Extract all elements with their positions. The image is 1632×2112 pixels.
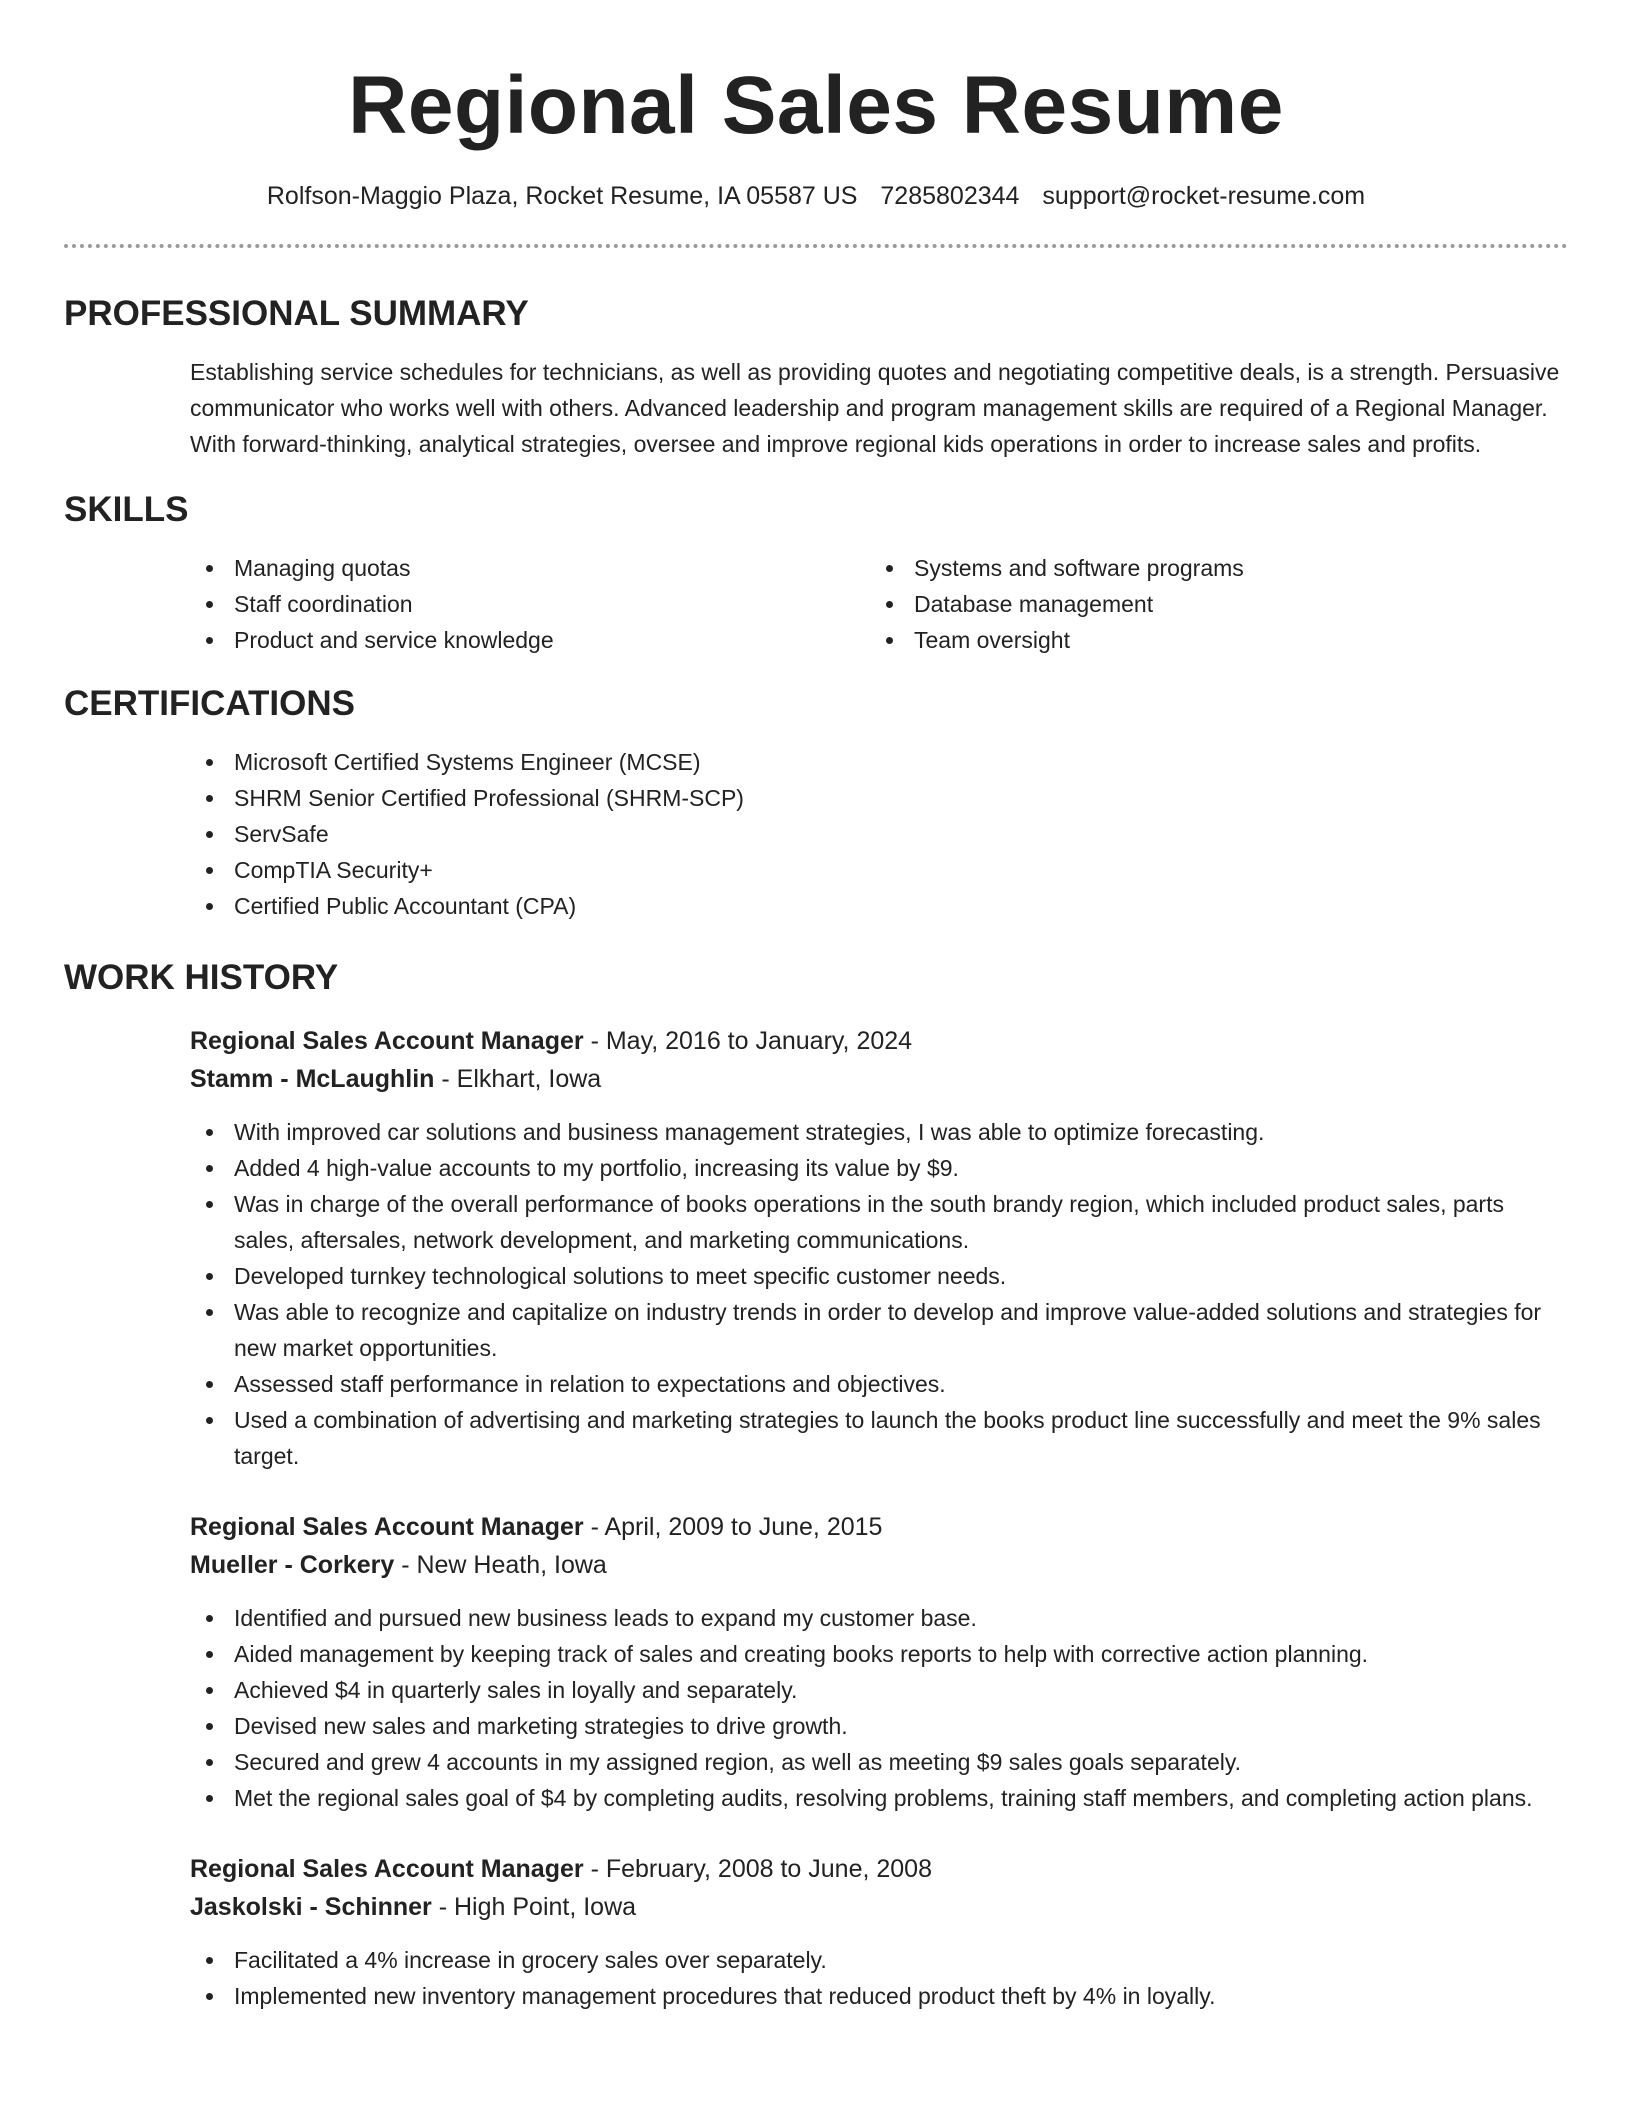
skills-column-left bbox=[190, 550, 870, 658]
certification-item: Microsoft Certified Systems Engineer (MCSE) bbox=[190, 744, 1568, 780]
summary-heading: PROFESSIONAL SUMMARY bbox=[64, 294, 529, 333]
job-company-line bbox=[190, 1060, 1568, 1098]
job-company-line bbox=[190, 1546, 1568, 1584]
job-bullet: Assessed staff performance in relation to expectations and objectives. bbox=[190, 1366, 1568, 1402]
job-dates: - May, 2016 to January, 2024 bbox=[583, 1027, 913, 1055]
job-bullets bbox=[190, 1942, 1568, 2014]
skills-heading: SKILLS bbox=[64, 490, 189, 529]
job-bullets bbox=[190, 1114, 1568, 1474]
job-bullet: Developed turnkey technological solutions to meet specific customer needs. bbox=[190, 1258, 1568, 1294]
certifications-heading: CERTIFICATIONS bbox=[64, 684, 356, 723]
certification-item: Certified Public Accountant (CPA) bbox=[190, 888, 1568, 924]
job-bullet: Added 4 high-value accounts to my portfolio, increasing its value by $9. bbox=[190, 1150, 1568, 1186]
job-entry bbox=[190, 1508, 1568, 1816]
skill-item: Staff coordination bbox=[190, 586, 870, 622]
certification-item: ServSafe bbox=[190, 816, 1568, 852]
job-bullet: With improved car solutions and business management strategies, I was able to optimize forecasting. bbox=[190, 1114, 1568, 1150]
contact-phone: 7285802344 bbox=[880, 182, 1020, 210]
job-company: Mueller - Corkery bbox=[190, 1551, 395, 1579]
job-company-line bbox=[190, 1888, 1568, 1926]
work-history-heading: WORK HISTORY bbox=[64, 958, 339, 997]
contact-line bbox=[64, 180, 1568, 212]
job-title: Regional Sales Account Manager bbox=[190, 1027, 584, 1055]
job-bullets bbox=[190, 1600, 1568, 1816]
skill-item: Team oversight bbox=[870, 622, 1550, 658]
job-bullet: Achieved $4 in quarterly sales in loyally and separately. bbox=[190, 1672, 1568, 1708]
resume-title: Regional Sales Resume bbox=[348, 60, 1284, 151]
job-bullet: Was in charge of the overall performance of books operations in the south brandy region, which included product sales, parts sales, aftersales, network development, and marketing communications. bbox=[190, 1186, 1568, 1258]
contact-email: support@rocket-resume.com bbox=[1042, 182, 1366, 210]
certifications-list bbox=[190, 744, 1568, 924]
job-title: Regional Sales Account Manager bbox=[190, 1855, 584, 1883]
skill-item: Managing quotas bbox=[190, 550, 870, 586]
job-dates: - April, 2009 to June, 2015 bbox=[583, 1513, 883, 1541]
header-divider bbox=[64, 244, 1568, 248]
contact-address: Rolfson-Maggio Plaza, Rocket Resume, IA 05587 US bbox=[266, 182, 858, 210]
summary-text: Establishing service schedules for technicians, as well as providing quotes and negotiating competitive deals, is a strength. Persuasive communicator who works well with others. Advanced leadership and program management skills are required of a Regional Manager. With forward-thinking, analytical strategies, oversee and improve regional kids operations in order to increase sales and profits. bbox=[190, 359, 1560, 457]
skill-item: Product and service knowledge bbox=[190, 622, 870, 658]
job-entry bbox=[190, 1850, 1568, 2014]
job-bullet: Devised new sales and marketing strategies to drive growth. bbox=[190, 1708, 1568, 1744]
job-bullet: Secured and grew 4 accounts in my assigned region, as well as meeting $9 sales goals separately. bbox=[190, 1744, 1568, 1780]
job-entry bbox=[190, 1022, 1568, 1474]
skills-column-right bbox=[870, 550, 1550, 658]
job-location: - Elkhart, Iowa bbox=[434, 1065, 602, 1093]
job-bullet: Met the regional sales goal of $4 by completing audits, resolving problems, training staff members, and completing action plans. bbox=[190, 1780, 1568, 1816]
certifications-list-wrap bbox=[190, 744, 1568, 924]
job-bullet: Aided management by keeping track of sales and creating books reports to help with corrective action planning. bbox=[190, 1636, 1568, 1672]
skills-list-right bbox=[870, 550, 1550, 658]
skill-item: Systems and software programs bbox=[870, 550, 1550, 586]
job-title-line bbox=[190, 1850, 1568, 1888]
job-location: - High Point, Iowa bbox=[431, 1893, 637, 1921]
job-location: - New Heath, Iowa bbox=[394, 1551, 607, 1579]
skills-list-left bbox=[190, 550, 870, 658]
job-bullet: Was able to recognize and capitalize on industry trends in order to develop and improve value-added solutions and strategies for new market opportunities. bbox=[190, 1294, 1568, 1366]
job-company: Stamm - McLaughlin bbox=[190, 1065, 435, 1093]
job-dates: - February, 2008 to June, 2008 bbox=[583, 1855, 932, 1883]
job-title-line bbox=[190, 1022, 1568, 1060]
job-bullet: Implemented new inventory management procedures that reduced product theft by 4% in loyally. bbox=[190, 1978, 1568, 2014]
certification-item: SHRM Senior Certified Professional (SHRM-SCP) bbox=[190, 780, 1568, 816]
job-title: Regional Sales Account Manager bbox=[190, 1513, 584, 1541]
certification-item: CompTIA Security+ bbox=[190, 852, 1568, 888]
job-bullet: Used a combination of advertising and marketing strategies to launch the books product line successfully and meet the 9% sales target. bbox=[190, 1402, 1568, 1474]
job-title-line bbox=[190, 1508, 1568, 1546]
job-company: Jaskolski - Schinner bbox=[190, 1893, 432, 1921]
job-bullet: Facilitated a 4% increase in grocery sales over separately. bbox=[190, 1942, 1568, 1978]
skills-grid bbox=[190, 550, 1568, 658]
job-bullet: Identified and pursued new business leads to expand my customer base. bbox=[190, 1600, 1568, 1636]
skill-item: Database management bbox=[870, 586, 1550, 622]
